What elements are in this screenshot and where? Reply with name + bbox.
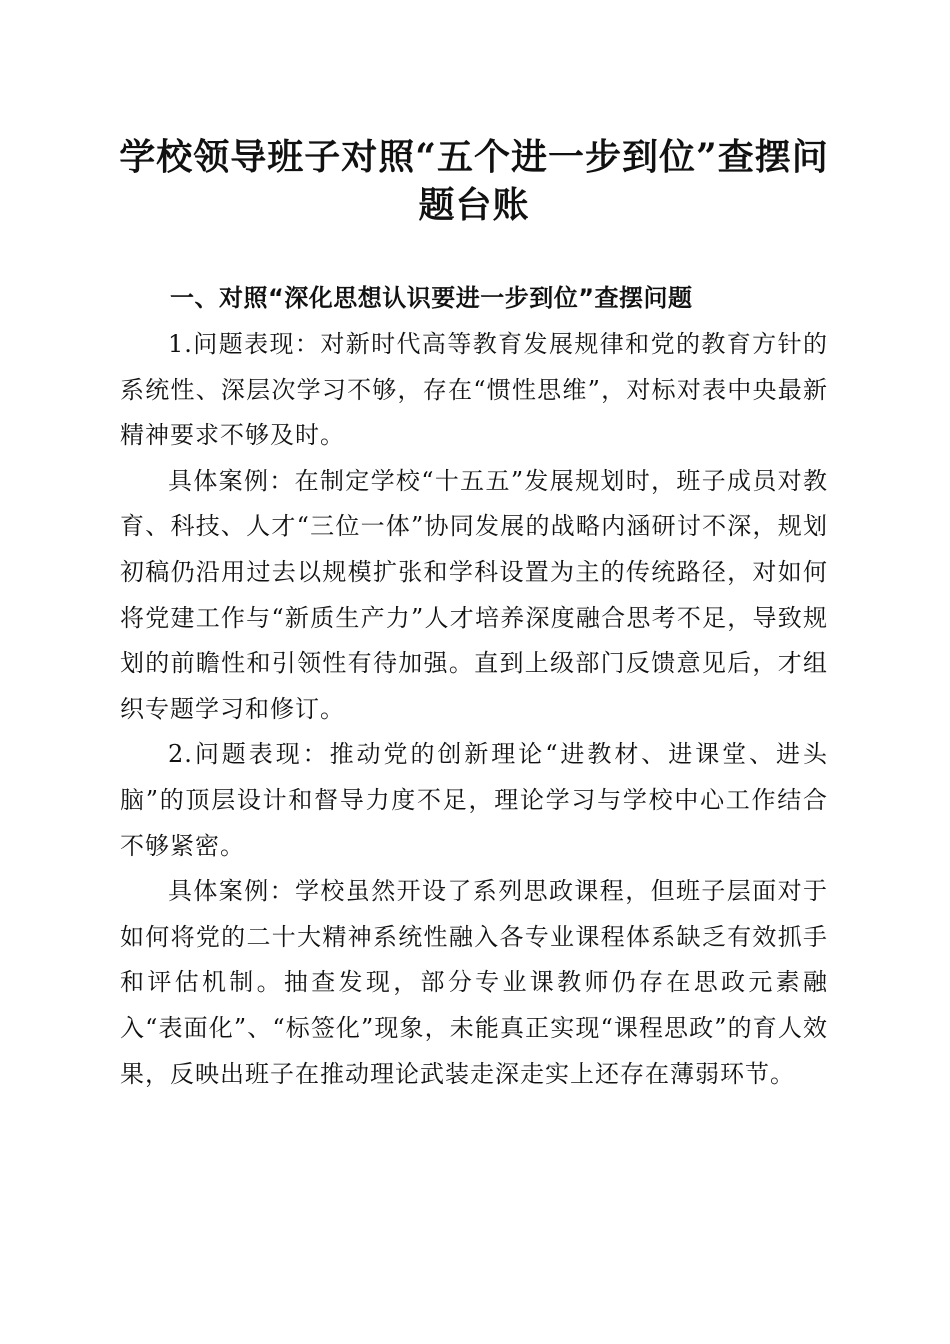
- paragraph-case-2: 具体案例：学校虽然开设了系列思政课程，但班子层面对于如何将党的二十大精神系统性融入各专业课程体系缺乏有效抓手和评估机制。抽查发现，部分专业课教师仍存在思政元素融入“表面化”、“标签化”现象，未能真正实现“课程思政”的育人效果，反映出班子在推动理论武装走深走实上还存在薄弱环节。: [120, 877, 828, 1088]
- document-title: 学校领导班子对照“五个进一步到位”查摆问题台账: [119, 136, 829, 226]
- section-body: [120, 322, 828, 1097]
- paragraph-problem-1: 1.问题表现：对新时代高等教育发展规律和党的教育方针的系统性、深层次学习不够，存在“惯性思维”，对标对表中央最新精神要求不够及时。: [120, 330, 828, 450]
- paragraph-problem-2: 2.问题表现：推动党的创新理论“进教材、进课堂、进头脑”的顶层设计和督导力度不足，理论学习与学校中心工作结合不够紧密。: [120, 740, 828, 860]
- section-heading: 一、对照“深化思想认识要进一步到位”查摆问题: [170, 284, 693, 312]
- paragraph-case-1: 具体案例：在制定学校“十五五”发展规划时，班子成员对教育、科技、人才“三位一体”协同发展的战略内涵研讨不深，规划初稿仍沿用过去以规模扩张和学科设置为主的传统路径，对如何将党建工作与“新质生产力”人才培养深度融合思考不足，导致规划的前瞻性和引领性有待加强。直到上级部门反馈意见后，才组织专题学习和修订。: [120, 466, 828, 723]
